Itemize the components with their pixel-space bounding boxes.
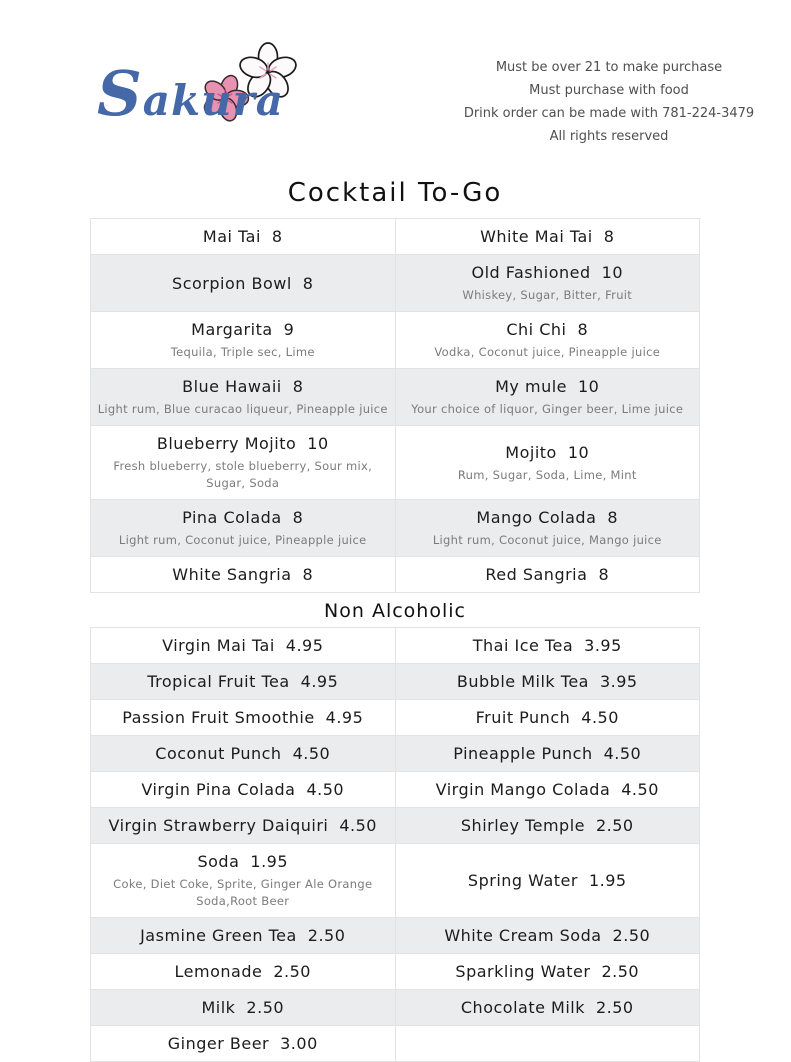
notice-line: All rights reserved [549,129,669,144]
menu-cell-right [395,700,700,736]
item-line [402,442,694,463]
menu-cell-right [395,500,700,557]
menu-cell-left [91,628,396,664]
menu-cell-right [395,255,700,312]
item-description: Tequila, Triple sec, Lime [170,345,315,359]
menu-cell-left [91,918,396,954]
menu-cell-right [395,219,700,255]
item-price: 4.95 [300,672,339,691]
item-price: 4.50 [603,744,642,763]
item-name: Mango Colada [476,508,597,527]
menu-row [91,219,700,255]
notice-line: Must be over 21 to make purchase [495,60,723,75]
item-price: 4.50 [306,780,345,799]
item-line [97,433,389,454]
item-name: Scorpion Bowl [172,273,292,293]
item-line [402,319,694,340]
item-line [97,564,389,585]
item-name: Chocolate Milk [460,998,585,1017]
menu-cell-right [395,1026,700,1062]
item-name: Coconut Punch [155,744,282,763]
menu-cell-left [91,219,396,255]
item-name: Virgin Strawberry Daiquiri [108,816,329,835]
item-price: 4.50 [621,780,659,799]
item-name: Bubble Milk Tea [456,672,589,691]
item-name: Tropical Fruit Tea [147,672,290,691]
item-line [97,779,389,800]
menu-cell-right [395,772,700,808]
item-description: Coke, Diet Coke, Sprite, Ginger Ale Orange Soda,Root Beer [113,877,373,908]
item-line [402,961,694,982]
menu-row [91,664,700,700]
non-alcoholic-table [90,627,700,1062]
item-description: Rum, Sugar, Soda, Lime, Mint [457,467,637,482]
menu-row [91,557,700,593]
item-price: 8 [292,508,304,527]
item-line [402,997,694,1018]
item-name: Thai Ice Tea [472,636,574,655]
item-name: My mule [495,377,567,396]
item-price: 1.95 [588,871,627,890]
menu-cell-right [395,426,700,500]
item-price: 2.50 [595,998,634,1017]
menu-row [91,808,700,844]
item-price: 10 [601,263,624,282]
item-name: Blueberry Mojito [156,434,297,453]
item-name: Spring Water [467,871,578,890]
item-line [97,273,389,294]
item-line [97,743,389,764]
item-name: Soda [197,852,240,871]
menu-row [91,918,700,954]
purchase-notices [439,44,779,148]
section-title-non-alcoholic: Non Alcoholic [324,600,466,622]
item-description: Vodka, Coconut juice, Pineapple juice [434,345,661,359]
item-price: 4.95 [325,708,364,727]
item-line [97,507,389,528]
menu-cell-right [395,557,700,593]
menu-row [91,369,700,426]
item-name: Jasmine Green Tea [140,926,297,945]
menu-cell-left [91,664,396,700]
logo-text: Sakura [97,57,284,130]
menu-row [91,736,700,772]
item-line [97,961,389,982]
item-price: 2.50 [273,962,311,981]
item-price: 8 [598,565,610,584]
item-line [402,707,694,728]
item-price: 8 [577,320,589,339]
item-price: 8 [302,273,314,293]
item-line [402,564,694,585]
menu-row [91,628,700,664]
item-price: 8 [302,565,314,584]
menu-cell-right [395,808,700,844]
item-price: 2.50 [246,998,285,1017]
item-description: Your choice of liquor, Ginger beer, Lime juice [411,402,684,416]
item-name: Chi Chi [506,320,567,339]
menu-row [91,844,700,918]
item-description: Fresh blueberry, stole blueberry, Sour mix, Sugar, Soda [113,459,373,490]
item-name: Lemonade [174,962,263,981]
item-line [402,507,694,528]
item-name: White Sangria [172,565,292,584]
item-name: Mojito [505,442,557,462]
menu-row [91,990,700,1026]
menu-cell-left [91,808,396,844]
menu-cell-left [91,557,396,593]
item-name: Old Fashioned [471,263,591,282]
item-price: 4.50 [339,816,377,835]
item-name: Virgin Mango Colada [435,780,611,799]
item-line [402,671,694,692]
menu-cell-left [91,844,396,918]
item-line [402,376,694,397]
menu-cell-right [395,664,700,700]
item-description: Whiskey, Sugar, Bitter, Fruit [462,288,633,302]
item-price: 10 [578,377,600,396]
item-line [97,226,389,247]
item-price: 8 [271,227,283,246]
item-line [402,226,694,247]
item-line [402,262,694,283]
item-price: 2.50 [601,962,640,981]
menu-row [91,700,700,736]
item-price: 9 [283,320,295,339]
menu-cell-right [395,954,700,990]
item-line [402,925,694,946]
item-name: Ginger Beer [167,1034,270,1053]
menu-cell-left [91,369,396,426]
menu-row [91,500,700,557]
item-line [402,635,694,656]
item-name: Margarita [191,320,273,339]
item-price: 2.50 [612,926,651,945]
menu-row [91,954,700,990]
item-line [97,851,389,872]
notice-line: Drink order can be made with 781-224-3479 [463,106,755,121]
item-description: Light rum, Coconut juice, Pineapple juice [118,533,367,547]
menu-row [91,772,700,808]
item-price: 2.50 [595,816,634,835]
section-title-cocktail-to-go: Cocktail To-Go [287,178,503,208]
item-name: Shirley Temple [460,816,585,835]
item-line [97,376,389,397]
menu-row [91,1026,700,1062]
item-line [402,870,694,891]
item-line [97,319,389,340]
menu-row [91,426,700,500]
item-line [97,997,389,1018]
item-line [402,779,694,800]
menu-header [0,0,791,148]
item-name: Pina Colada [182,508,282,527]
item-description: Light rum, Coconut juice, Mango juice [432,533,662,547]
menu-cell-right [395,990,700,1026]
item-price: 10 [567,442,590,462]
notice-line: Must purchase with food [529,83,689,98]
menu-cell-right [395,736,700,772]
item-line [97,707,389,728]
menu-cell-right [395,844,700,918]
menu-cell-right [395,369,700,426]
menu-cell-left [91,500,396,557]
menu-cell-left [91,990,396,1026]
item-name: Virgin Pina Colada [141,780,296,799]
item-name: Fruit Punch [475,708,571,727]
item-price: 3.95 [584,636,622,655]
menu-cell-left [91,736,396,772]
item-line [402,743,694,764]
item-price: 4.95 [285,636,324,655]
item-name: Pineapple Punch [453,744,593,763]
item-line [97,671,389,692]
menu-cell-left [91,426,396,500]
item-price: 8 [603,227,615,246]
cocktail-to-go-table [90,218,700,593]
menu-cell-right [395,918,700,954]
item-name: Virgin Mai Tai [162,636,275,655]
item-price: 4.50 [292,744,331,763]
item-name: Passion Fruit Smoothie [122,708,315,727]
menu-content [90,178,700,1062]
item-line [97,635,389,656]
sakura-logo [97,44,282,144]
item-price: 8 [292,377,304,396]
item-name: White Cream Soda [444,926,602,945]
item-price: 2.50 [307,926,346,945]
item-price: 4.50 [581,708,619,727]
item-line [97,1033,389,1054]
item-name: White Mai Tai [480,227,593,246]
item-name: Mai Tai [202,227,261,246]
item-line [97,815,389,836]
item-name: Milk [201,998,236,1017]
menu-cell-left [91,1026,396,1062]
item-line [402,815,694,836]
menu-cell-left [91,772,396,808]
item-price: 3.95 [599,672,638,691]
menu-row [91,255,700,312]
menu-cell-right [395,628,700,664]
item-name: Blue Hawaii [182,377,282,396]
menu-row [91,312,700,369]
item-price: 3.00 [280,1034,318,1053]
item-name: Sparkling Water [455,962,591,981]
item-description: Light rum, Blue curacao liqueur, Pineapple juice [97,402,388,416]
item-price: 10 [307,434,329,453]
menu-cell-left [91,255,396,312]
menu-cell-left [91,954,396,990]
menu-cell-left [91,700,396,736]
menu-cell-left [91,312,396,369]
item-line [97,925,389,946]
item-price: 8 [607,508,619,527]
menu-cell-right [395,312,700,369]
item-price: 1.95 [250,852,289,871]
item-name: Red Sangria [485,565,588,584]
